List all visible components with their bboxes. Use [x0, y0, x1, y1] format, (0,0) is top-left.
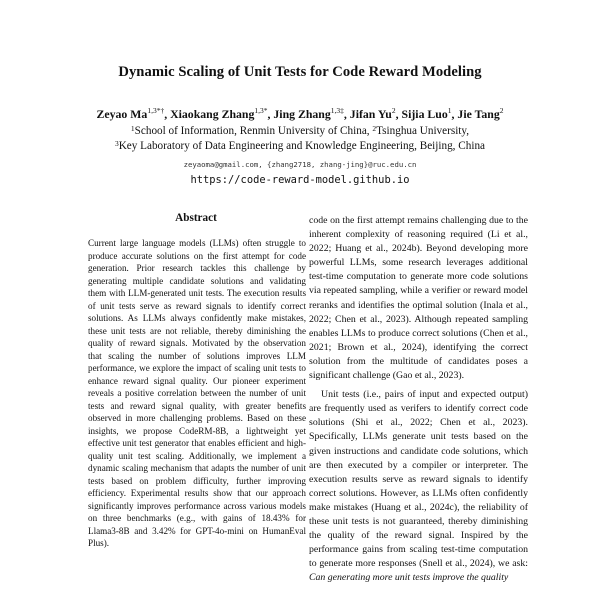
- author: Jifan Yu$^2$: [349, 106, 396, 121]
- author: Sijia Luo$^1$: [401, 106, 452, 121]
- author: Jing Zhang$^{1,3\ddagger}$: [273, 106, 344, 121]
- project-url[interactable]: https://code-reward-model.github.io: [190, 174, 410, 186]
- body-paragraph: Unit tests (i.e., pairs of input and expected output) are frequently used as verifers to identify correct code solutions (Shi et al., 2022; Chen et al., 2023). Specifically, LLMs generate unit tests based on the given instructions and candidate code solutions, which are then executed by a compiler or interpreter. The execution results serve as reward signals to identify correct solutions. However, as LLMs often confidently make mistakes (Huang et al., 2024c), the reliability of these unit tests is not guaranteed, thereby diminishing the quality of the reward signal. Inspired by the performance gains from scaling test-time computation to generate more responses (Snell et al., 2024), we ask: Can generating more unit tests improve the quality: [309, 389, 528, 584]
- abstract-heading: Abstract: [175, 212, 217, 224]
- body-column: [309, 214, 528, 585]
- affiliation-line: $^1$School of Information, Renmin University of China, $^2$Tsinghua University,: [130, 124, 470, 137]
- body-paragraph: code on the first attempt remains challenging due to the inherent complexity of reasoning required (Li et al., 2022; Huang et al., 2024b). Beyond developing more powerful LLMs, some research leverages additional test-time computation to generate more code solutions via repeated sampling, while a verifier or reward model reranks and identifies the optimal solution (Inala et al., 2022; Chen et al., 2023). Although repeated sampling enables LLMs to produce correct solutions (Chen et al., 2021; Brown et al., 2024), identifying the correct solution from the multitude of candidates poses a significant challenge (Gao et al., 2023).: [309, 215, 528, 382]
- abstract-text: Current large language models (LLMs) often struggle to produce accurate solutions on the first attempt for code generation. Prior research tackles this challenge by generating multiple candidate solutions and validating them with LLM-generated unit tests. The execution results of unit tests serve as reward signals to identify correct solutions. As LLMs always confidently make mistakes, these unit tests are not reliable, thereby diminishing the quality of reward signals. Motivated by the observation that scaling the number of solutions improves LLM performance, we explore the impact of scaling unit tests to enhance reward signal quality. Our pioneer experiment reveals a positive correlation between the number of unit tests and reward signal quality, with greater benefits observed in more challenging problems. Based on these insights, we propose CodeRM-8B, a lightweight yet effective unit test generator that enables efficient and high-quality unit test scaling. Additionally, we implement a dynamic scaling mechanism that adapts the number of unit tests based on problem difficulty, further improving efficiency. Experimental results show that our approach significantly improves performance across various models on three benchmarks (e.g., with gains of 18.43% for Llama3-8B and 3.42% for GPT-4o-mini on HumanEval Plus).: [88, 238, 306, 548]
- author: Zeyao $Ma^{1,3*\dagger}$: [96, 106, 165, 121]
- author: Jie Tang$^2$: [457, 106, 504, 121]
- paper-title: Dynamic Scaling of Unit Tests for Code Reward Modeling: [118, 64, 482, 80]
- author-emails: zeyaoma@gmail.com, {zhang2718, zhang-jing}@ruc.edu.cn: [183, 160, 417, 169]
- author-list: Zeyao $Ma^{1,3*\dagger}$, Xiaokang Zhang$^{1,3*}$, Jing Zhang$^{1,3\ddagger}$, Jifan Yu$^2$, Sijia Luo$^1$, Jie Tang$^2$: [96, 106, 504, 121]
- affiliation-line: $^3$Key Laboratory of Data Engineering and Knowledge Engineering, Beijing, China: [114, 139, 486, 152]
- author: Xiaokang Zhang$^{1,3*}$: [170, 106, 268, 121]
- research-question: Can generating more unit tests improve the quality: [309, 572, 509, 584]
